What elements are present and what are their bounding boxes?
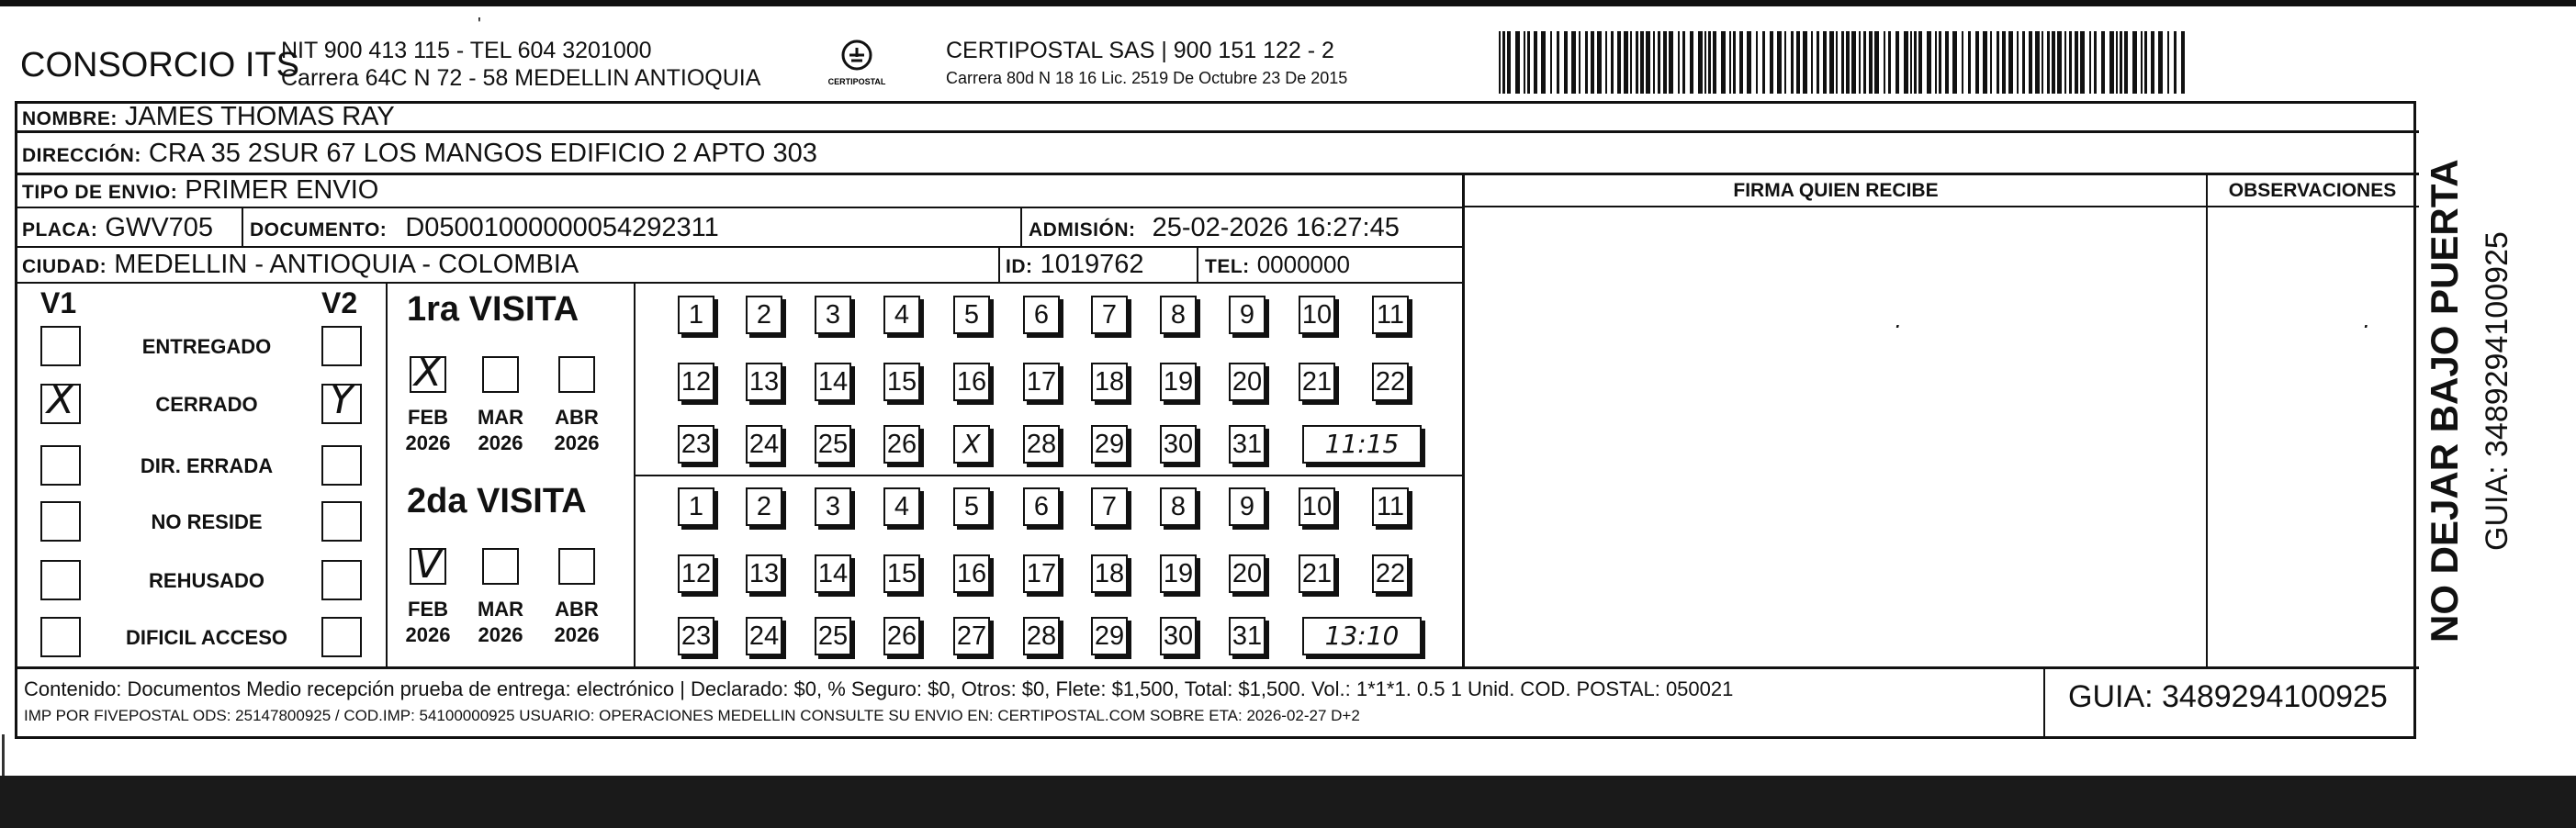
barcode-bar bbox=[1747, 31, 1751, 94]
day-box: 1 bbox=[678, 296, 714, 334]
rule-firma-left bbox=[1462, 173, 1465, 666]
barcode-bar bbox=[1636, 31, 1638, 94]
day-box: 1 bbox=[678, 487, 714, 526]
guia-number: GUIA: 3489294100925 bbox=[2068, 679, 2388, 714]
logo-text: CERTIPOSTAL bbox=[827, 77, 886, 86]
day-box: 6 bbox=[1023, 487, 1060, 526]
month-label: FEB bbox=[408, 406, 448, 429]
barcode-bar bbox=[1817, 31, 1819, 94]
month-year: 2026 bbox=[405, 623, 451, 646]
rule-placa bbox=[15, 246, 1462, 248]
ciudad-value: MEDELLIN - ANTIOQUIA - COLOMBIA bbox=[114, 250, 579, 279]
company-info bbox=[281, 37, 760, 92]
tel-value: 0000000 bbox=[1256, 251, 1350, 278]
barcode-bar bbox=[1499, 31, 1501, 94]
day-box: 30 bbox=[1160, 617, 1197, 655]
day-box: 12 bbox=[678, 363, 714, 401]
v1-checkbox bbox=[40, 326, 81, 366]
carrier-info bbox=[946, 37, 1347, 92]
barcode-bar bbox=[2158, 31, 2163, 94]
barcode-bar bbox=[1859, 31, 1861, 94]
month-label: ABR bbox=[555, 598, 599, 621]
barcode-bar bbox=[1846, 31, 1850, 94]
tipo-row bbox=[22, 174, 378, 208]
firma-dot: · bbox=[1894, 314, 1901, 340]
barcode-bar bbox=[1585, 31, 1588, 94]
barcode-bar bbox=[1663, 31, 1667, 94]
barcode-bar bbox=[2008, 31, 2013, 94]
day-box: 21 bbox=[1299, 554, 1335, 593]
barcode-bar bbox=[2181, 31, 2185, 94]
day-box: 16 bbox=[953, 363, 990, 401]
day-box: 8 bbox=[1160, 487, 1197, 526]
month-handwritten-mark: V bbox=[413, 541, 443, 587]
placa-value: GWV705 bbox=[105, 213, 214, 242]
barcode-bar bbox=[1704, 31, 1706, 94]
barcode-bar bbox=[2047, 31, 2050, 94]
barcode-bar bbox=[1690, 31, 1693, 94]
barcode-bar bbox=[1945, 31, 1949, 94]
barcode-bar bbox=[1541, 31, 1546, 94]
day-box: 17 bbox=[1023, 554, 1060, 593]
carrier-name: CERTIPOSTAL SAS | 900 151 122 - 2 bbox=[946, 38, 1334, 63]
barcode-bar bbox=[1708, 31, 1711, 94]
day-box: 31 bbox=[1229, 617, 1266, 655]
barcode-bar bbox=[2052, 31, 2055, 94]
barcode-bar bbox=[2017, 31, 2019, 94]
barcode-bar bbox=[1874, 31, 1879, 94]
v1-checkbox bbox=[40, 617, 81, 657]
bottom-scan-edge bbox=[0, 776, 2576, 828]
day-box: 8 bbox=[1160, 296, 1197, 334]
barcode-bar bbox=[1927, 31, 1931, 94]
day-box: 24 bbox=[746, 617, 782, 655]
barcode-bar bbox=[1721, 31, 1726, 94]
company-address: Carrera 64C N 72 - 58 MEDELLIN ANTIOQUIA bbox=[281, 65, 761, 91]
direccion-value: CRA 35 2SUR 67 LOS MANGOS EDIFICIO 2 APTO 303 bbox=[148, 139, 817, 168]
barcode-bar bbox=[2167, 31, 2169, 94]
barcode-bar bbox=[1770, 31, 1773, 94]
rule-col-headers bbox=[1462, 206, 2419, 207]
company-name: CONSORCIO ITS bbox=[20, 46, 300, 84]
month-checkbox bbox=[482, 548, 519, 585]
month-year: 2026 bbox=[405, 431, 451, 454]
barcode-bar bbox=[1713, 31, 1716, 94]
day-box: 21 bbox=[1299, 363, 1335, 401]
barcode-bar bbox=[1811, 31, 1813, 94]
tel-row bbox=[1205, 249, 1350, 283]
day-box: 6 bbox=[1023, 296, 1060, 334]
day-box: 2 bbox=[746, 487, 782, 526]
day-box: 30 bbox=[1160, 425, 1197, 464]
day-box: 24 bbox=[746, 425, 782, 464]
barcode-bar bbox=[2109, 31, 2114, 94]
barcode-bar bbox=[1904, 31, 1908, 94]
status-label: ENTREGADO bbox=[141, 335, 272, 358]
day-box: 15 bbox=[883, 554, 920, 593]
barcode-bar bbox=[1571, 31, 1576, 94]
barcode-bar bbox=[2124, 31, 2128, 94]
barcode-bar bbox=[1791, 31, 1794, 94]
day-box: 19 bbox=[1160, 363, 1197, 401]
barcode-bar bbox=[1658, 31, 1660, 94]
month-year: 2026 bbox=[478, 623, 523, 646]
v2-handwritten-mark: Y bbox=[329, 376, 354, 423]
month-checkbox bbox=[482, 356, 519, 393]
barcode-bar bbox=[1678, 31, 1680, 94]
day-box: 5 bbox=[953, 296, 990, 334]
barcode-bar bbox=[1952, 31, 1957, 94]
rule-footer bbox=[15, 666, 2419, 669]
status-label: REHUSADO bbox=[149, 569, 264, 592]
barcode-bar bbox=[2022, 31, 2025, 94]
barcode-bar bbox=[1836, 31, 1838, 94]
time-box: 13:10 bbox=[1302, 617, 1422, 655]
barcode-bar bbox=[1739, 31, 1743, 94]
barcode bbox=[1499, 31, 2186, 94]
v1-checkbox bbox=[40, 560, 81, 600]
month-year: 2026 bbox=[478, 431, 523, 454]
barcode-bar bbox=[1962, 31, 1963, 94]
rule-id-tel bbox=[1197, 246, 1198, 283]
placa-label: PLACA: bbox=[22, 219, 98, 241]
company-nit: NIT 900 413 115 - TEL 604 3201000 bbox=[281, 38, 652, 63]
day-box: 4 bbox=[883, 296, 920, 334]
top-border bbox=[0, 0, 2576, 6]
barcode-bar bbox=[1983, 31, 1987, 94]
ciudad-row bbox=[22, 249, 579, 283]
barcode-bar bbox=[1990, 31, 1992, 94]
barcode-bar bbox=[1895, 31, 1899, 94]
barcode-bar bbox=[1823, 31, 1827, 94]
v1-checkbox bbox=[40, 445, 81, 486]
day-box: 22 bbox=[1372, 363, 1409, 401]
documento-value: D05001000000054292311 bbox=[405, 213, 719, 242]
day-box: 11 bbox=[1372, 296, 1409, 334]
id-value: 1019762 bbox=[1040, 250, 1144, 279]
barcode-bar bbox=[2080, 31, 2085, 94]
status-label: CERRADO bbox=[155, 393, 258, 416]
v1-header: V1 bbox=[40, 286, 77, 319]
barcode-bar bbox=[1534, 31, 1537, 94]
barcode-bar bbox=[1669, 31, 1673, 94]
barcode-bar bbox=[1729, 31, 1731, 94]
barcode-bar bbox=[2174, 31, 2177, 94]
barcode-bar bbox=[1869, 31, 1873, 94]
documento-label: DOCUMENTO: bbox=[250, 219, 388, 241]
barcode-bar bbox=[1863, 31, 1866, 94]
day-box: 27 bbox=[953, 617, 990, 655]
day-box: 3 bbox=[815, 296, 851, 334]
barcode-bar bbox=[1698, 31, 1703, 94]
month-year: 2026 bbox=[554, 623, 600, 646]
barcode-bar bbox=[1591, 31, 1594, 94]
day-box: 15 bbox=[883, 363, 920, 401]
rule-visit-days bbox=[634, 282, 636, 666]
v2-header: V2 bbox=[321, 286, 358, 319]
day-box: 23 bbox=[678, 425, 714, 464]
barcode-bar bbox=[1939, 31, 1941, 94]
tipo-label: TIPO DE ENVIO: bbox=[22, 182, 178, 203]
barcode-bar bbox=[2094, 31, 2097, 94]
barcode-bar bbox=[2120, 31, 2122, 94]
admision-label: ADMISIÓN: bbox=[1029, 219, 1136, 241]
v2-checkbox bbox=[321, 560, 362, 600]
tipo-value: PRIMER ENVIO bbox=[185, 175, 379, 205]
barcode-bar bbox=[2116, 31, 2118, 94]
rule-visit-split bbox=[634, 475, 1462, 476]
rule-obs-left bbox=[2206, 173, 2208, 666]
barcode-bar bbox=[1803, 31, 1807, 94]
barcode-bar bbox=[1733, 31, 1736, 94]
barcode-bar bbox=[2144, 31, 2147, 94]
day-box: 19 bbox=[1160, 554, 1197, 593]
day-box: 12 bbox=[678, 554, 714, 593]
barcode-bar bbox=[1646, 31, 1650, 94]
day-box: 31 bbox=[1229, 425, 1266, 464]
barcode-bar bbox=[1796, 31, 1800, 94]
barcode-bar bbox=[1550, 31, 1552, 94]
status-label: DIR. ERRADA bbox=[140, 454, 274, 477]
barcode-bar bbox=[1914, 31, 1917, 94]
barcode-bar bbox=[1910, 31, 1912, 94]
month-label: MAR bbox=[477, 406, 524, 429]
barcode-bar bbox=[1557, 31, 1559, 94]
day-box: 7 bbox=[1091, 487, 1128, 526]
id-row bbox=[1006, 249, 1143, 283]
barcode-bar bbox=[1884, 31, 1885, 94]
day-box: 4 bbox=[883, 487, 920, 526]
barcode-bar bbox=[1756, 31, 1758, 94]
day-box: 26 bbox=[883, 617, 920, 655]
day-box: 18 bbox=[1091, 554, 1128, 593]
v2-checkbox bbox=[321, 326, 362, 366]
v1-handwritten-mark: X bbox=[46, 376, 75, 423]
barcode-bar bbox=[1630, 31, 1632, 94]
ciudad-label: CIUDAD: bbox=[22, 256, 107, 277]
day-box: 16 bbox=[953, 554, 990, 593]
day-box: 25 bbox=[815, 425, 851, 464]
rule-footer-guia bbox=[2043, 666, 2045, 739]
barcode-bar bbox=[1564, 31, 1568, 94]
day-box: 26 bbox=[883, 425, 920, 464]
month-checkbox bbox=[558, 356, 595, 393]
barcode-bar bbox=[2132, 31, 2137, 94]
day-box: 13 bbox=[746, 363, 782, 401]
barcode-bar bbox=[2035, 31, 2040, 94]
barcode-bar bbox=[2069, 31, 2072, 94]
barcode-bar bbox=[1975, 31, 1979, 94]
barcode-bar bbox=[1968, 31, 1971, 94]
barcode-bar bbox=[2089, 31, 2091, 94]
rule-doc-adm bbox=[1020, 207, 1022, 247]
month-label: MAR bbox=[477, 598, 524, 621]
month-checkbox bbox=[558, 548, 595, 585]
footer-contenido: Contenido: Documentos Medio recepción prueba de entrega: electrónico | Declarado: $0, % Seguro: $0, Otros: $0, Flete: $1,500, Total: $1,500. Vol.: 1*1*1. 0.5 1 Unid. COD. POSTAL: 050021 bbox=[24, 677, 1734, 700]
rule-status-visit bbox=[386, 282, 388, 666]
day-box: 14 bbox=[815, 554, 851, 593]
time-box: 11:15 bbox=[1302, 425, 1422, 464]
barcode-bar bbox=[1997, 31, 1999, 94]
day-box: 28 bbox=[1023, 425, 1060, 464]
day-box: 10 bbox=[1299, 487, 1335, 526]
day-box: 11 bbox=[1372, 487, 1409, 526]
firma-header: FIRMA QUIEN RECIBE bbox=[1733, 180, 1939, 201]
certipostal-logo bbox=[813, 37, 901, 90]
documento-row bbox=[250, 212, 719, 246]
day-box: 3 bbox=[815, 487, 851, 526]
admision-value: 25-02-2026 16:27:45 bbox=[1152, 213, 1400, 242]
barcode-bar bbox=[2057, 31, 2062, 94]
barcode-bar bbox=[1762, 31, 1765, 94]
status-label: DIFICIL ACCESO bbox=[125, 626, 287, 649]
status-label: NO RESIDE bbox=[151, 510, 263, 533]
barcode-bar bbox=[1829, 31, 1834, 94]
left-scan-edge bbox=[2, 734, 5, 776]
barcode-bar bbox=[1888, 31, 1891, 94]
month-handwritten-mark: X bbox=[413, 349, 443, 396]
barcode-bar bbox=[2029, 31, 2032, 94]
day-box: 13 bbox=[746, 554, 782, 593]
visit1-title: 1ra VISITA bbox=[407, 290, 579, 329]
barcode-bar bbox=[1605, 31, 1607, 94]
barcode-bar bbox=[1918, 31, 1922, 94]
barcode-bar bbox=[2151, 31, 2154, 94]
barcode-bar bbox=[1935, 31, 1937, 94]
day-box: X bbox=[953, 425, 990, 464]
day-box: 9 bbox=[1229, 296, 1266, 334]
barcode-bar bbox=[1597, 31, 1602, 94]
barcode-bar bbox=[2101, 31, 2105, 94]
barcode-bar bbox=[2075, 31, 2078, 94]
day-box: 29 bbox=[1091, 617, 1128, 655]
v2-checkbox bbox=[321, 501, 362, 542]
barcode-bar bbox=[1527, 31, 1530, 94]
month-label: FEB bbox=[408, 598, 448, 621]
day-box: 25 bbox=[815, 617, 851, 655]
barcode-bar bbox=[1617, 31, 1621, 94]
barcode-bar bbox=[2002, 31, 2006, 94]
day-box: 5 bbox=[953, 487, 990, 526]
barcode-bar bbox=[1507, 31, 1511, 94]
month-year: 2026 bbox=[554, 431, 600, 454]
id-label: ID: bbox=[1006, 256, 1033, 277]
barcode-bar bbox=[1524, 31, 1525, 94]
barcode-bar bbox=[1502, 31, 1505, 94]
carrier-address: Carrera 80d N 18 16 Lic. 2519 De Octubre 23 De 2015 bbox=[946, 69, 1348, 87]
observaciones-header: OBSERVACIONES bbox=[2228, 180, 2397, 201]
side-warning: NO DEJAR BAJO PUERTA bbox=[2423, 159, 2466, 643]
direccion-row bbox=[22, 138, 817, 172]
barcode-bar bbox=[1784, 31, 1786, 94]
barcode-bar bbox=[1841, 31, 1844, 94]
barcode-bar bbox=[1640, 31, 1644, 94]
barcode-bar bbox=[2064, 31, 2066, 94]
day-box: 17 bbox=[1023, 363, 1060, 401]
barcode-bar bbox=[1611, 31, 1614, 94]
rule-ciudad-id bbox=[998, 246, 1000, 283]
visit2-title: 2da VISITA bbox=[407, 482, 587, 520]
side-guia: GUIA: 3489294100925 bbox=[2480, 231, 2514, 551]
day-box: 22 bbox=[1372, 554, 1409, 593]
nombre-value: JAMES THOMAS RAY bbox=[124, 102, 395, 131]
day-box: 18 bbox=[1091, 363, 1128, 401]
day-box: 28 bbox=[1023, 617, 1060, 655]
barcode-bar bbox=[1851, 31, 1856, 94]
observaciones-dot: · bbox=[2362, 314, 2369, 340]
day-box: 14 bbox=[815, 363, 851, 401]
tel-label: TEL: bbox=[1205, 256, 1250, 277]
day-box: 9 bbox=[1229, 487, 1266, 526]
month-label: ABR bbox=[555, 406, 599, 429]
barcode-bar bbox=[1515, 31, 1520, 94]
barcode-bar bbox=[2042, 31, 2043, 94]
barcode-bar bbox=[1624, 31, 1628, 94]
barcode-bar bbox=[2141, 31, 2143, 94]
v2-checkbox bbox=[321, 617, 362, 657]
barcode-bar bbox=[1682, 31, 1685, 94]
day-box: 23 bbox=[678, 617, 714, 655]
stray-mark: ' bbox=[478, 15, 481, 35]
day-box: 10 bbox=[1299, 296, 1335, 334]
day-box: 20 bbox=[1229, 363, 1266, 401]
placa-row bbox=[22, 212, 213, 246]
v1-checkbox bbox=[40, 501, 81, 542]
admision-row bbox=[1029, 212, 1400, 246]
barcode-bar bbox=[1777, 31, 1782, 94]
direccion-label: DIRECCIÓN: bbox=[22, 145, 141, 166]
day-box: 2 bbox=[746, 296, 782, 334]
barcode-bar bbox=[1653, 31, 1655, 94]
day-box: 7 bbox=[1091, 296, 1128, 334]
rule-placa-doc bbox=[242, 207, 243, 247]
nombre-row bbox=[22, 101, 395, 135]
day-box: 20 bbox=[1229, 554, 1266, 593]
v2-checkbox bbox=[321, 445, 362, 486]
barcode-bar bbox=[1579, 31, 1580, 94]
nombre-label: NOMBRE: bbox=[22, 108, 118, 129]
footer-impresion: IMP POR FIVEPOSTAL ODS: 25147800925 / COD.IMP: 54100000925 USUARIO: OPERACIONES MEDELLIN CONSULTE SU ENVIO EN: CERTIPOSTAL.COM SOBRE ETA: 2026-02-27 D+2 bbox=[24, 707, 1360, 724]
day-box: 29 bbox=[1091, 425, 1128, 464]
